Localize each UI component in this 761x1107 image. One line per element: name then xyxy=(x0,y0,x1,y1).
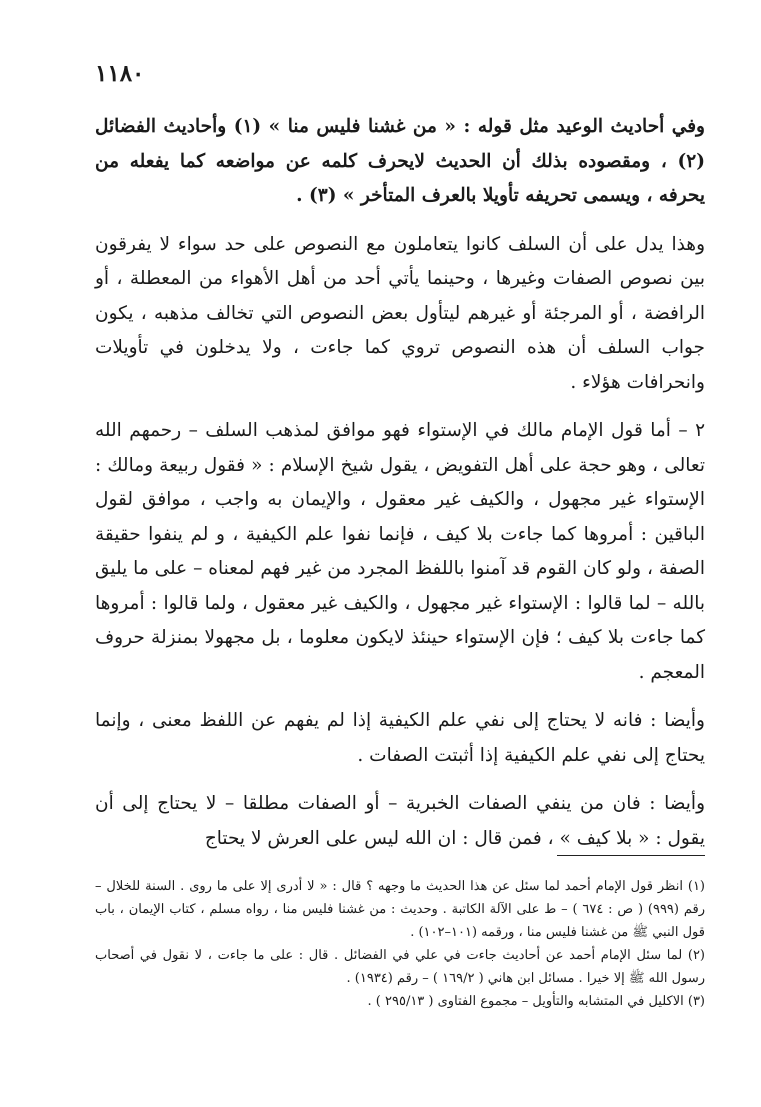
paragraph-1: وفي أحاديث الوعيد مثل قوله : « من غشنا فليس منا » (١) وأحاديث الفضائل (٢) ، ومقصوده بذلك أن الحديث لايحرف كلمه عن مواضعه كما يفعله من يحرفه ، ويسمى تحريفه تأويلا بالعرف المتأخر » (٣) . xyxy=(95,116,705,206)
footnote-3: (٣) الاكليل في المتشابه والتأويل – مجموع الفتاوى ( ٢٩٥/١٣ ) . xyxy=(367,994,705,1009)
paragraph-2: وهذا يدل على أن السلف كانوا يتعاملون مع النصوص على حد سواء لا يفرقون بين نصوص الصفات وغيرها ، وحينما يأتي أحد من أهل الأهواء من المعطلة ، أو الرافضة ، أو المرجئة أو غيرهم ليتأول بعض النصوص التي تخالف مذهبه ، يكون جواب السلف أن هذه النصوص تروي كما جاءت ، ولا يدخلون في تأويلات وانحرافات هؤلاء . xyxy=(95,233,705,393)
main-text xyxy=(95,110,705,870)
document-page xyxy=(95,60,705,1080)
paragraph-4: وأيضا : فانه لا يحتاج إلى نفي علم الكيفية إذا لم يفهم عن اللفظ معنى ، وإنما يحتاج إلى نفي علم الكيفية إذا أثبتت الصفات . xyxy=(95,710,705,766)
footnote-divider xyxy=(557,855,705,856)
page-number: ١١٨٠ xyxy=(95,60,145,87)
footnote-2: (٢) لما سئل الإمام أحمد عن أحاديث جاءت في علي في الفضائل . قال : على ما جاءت ، لا نقول في أصحاب رسول الله ﷺ إلا خيرا . مسائل ابن هاني ( ١٦٩/٢ ) – رقم (١٩٣٤) . xyxy=(95,948,705,986)
paragraph-5: وأيضا : فان من ينفي الصفات الخبرية – أو الصفات مطلقا – لا يحتاج إلى أن يقول : « بلا كيف » ، فمن قال : ان الله ليس على العرش لا يحتاج xyxy=(95,793,705,849)
paragraph-3: ٢ – أما قول الإمام مالك في الإستواء فهو موافق لمذهب السلف – رحمهم الله تعالى ، وهو حجة على أهل التفويض ، يقول شيخ الإسلام : « فقول ربيعة ومالك : الإستواء غير مجهول ، والكيف غير معقول ، والإيمان به واجب ، موافق لقول الباقين : أمروها كما جاءت بلا كيف ، فإنما نفوا علم الكيفية ، و لم ينفوا حقيقة الصفة ، ولو كان القوم قد آمنوا باللفظ المجرد من غير فهم لمعناه – على ما يليق بالله – لما قالوا : الإستواء غير مجهول ، والكيف غير معقول ، ولما قالوا : أمروها كما جاءت بلا كيف ؛ فإن الإستواء حينئذ لايكون معلوما ، بل مجهولا بمنزلة حروف المعجم . xyxy=(95,420,705,683)
footnotes xyxy=(95,875,705,1013)
footnote-1: (١) انظر قول الإمام أحمد لما سئل عن هذا الحديث ما وجهه ؟ قال : « لا أدرى إلا على ما روى . السنة للخلال – رقم (٩٩٩) ( ص : ٦٧٤ ) – ط على الآلة الكاتبة . وحديث : من غشنا فليس منا ، رواه مسلم ، كتاب الإيمان ، باب قول النبي ﷺ من غشنا فليس منا ، ورقمه (١٠١–١٠٢) . xyxy=(95,879,705,940)
